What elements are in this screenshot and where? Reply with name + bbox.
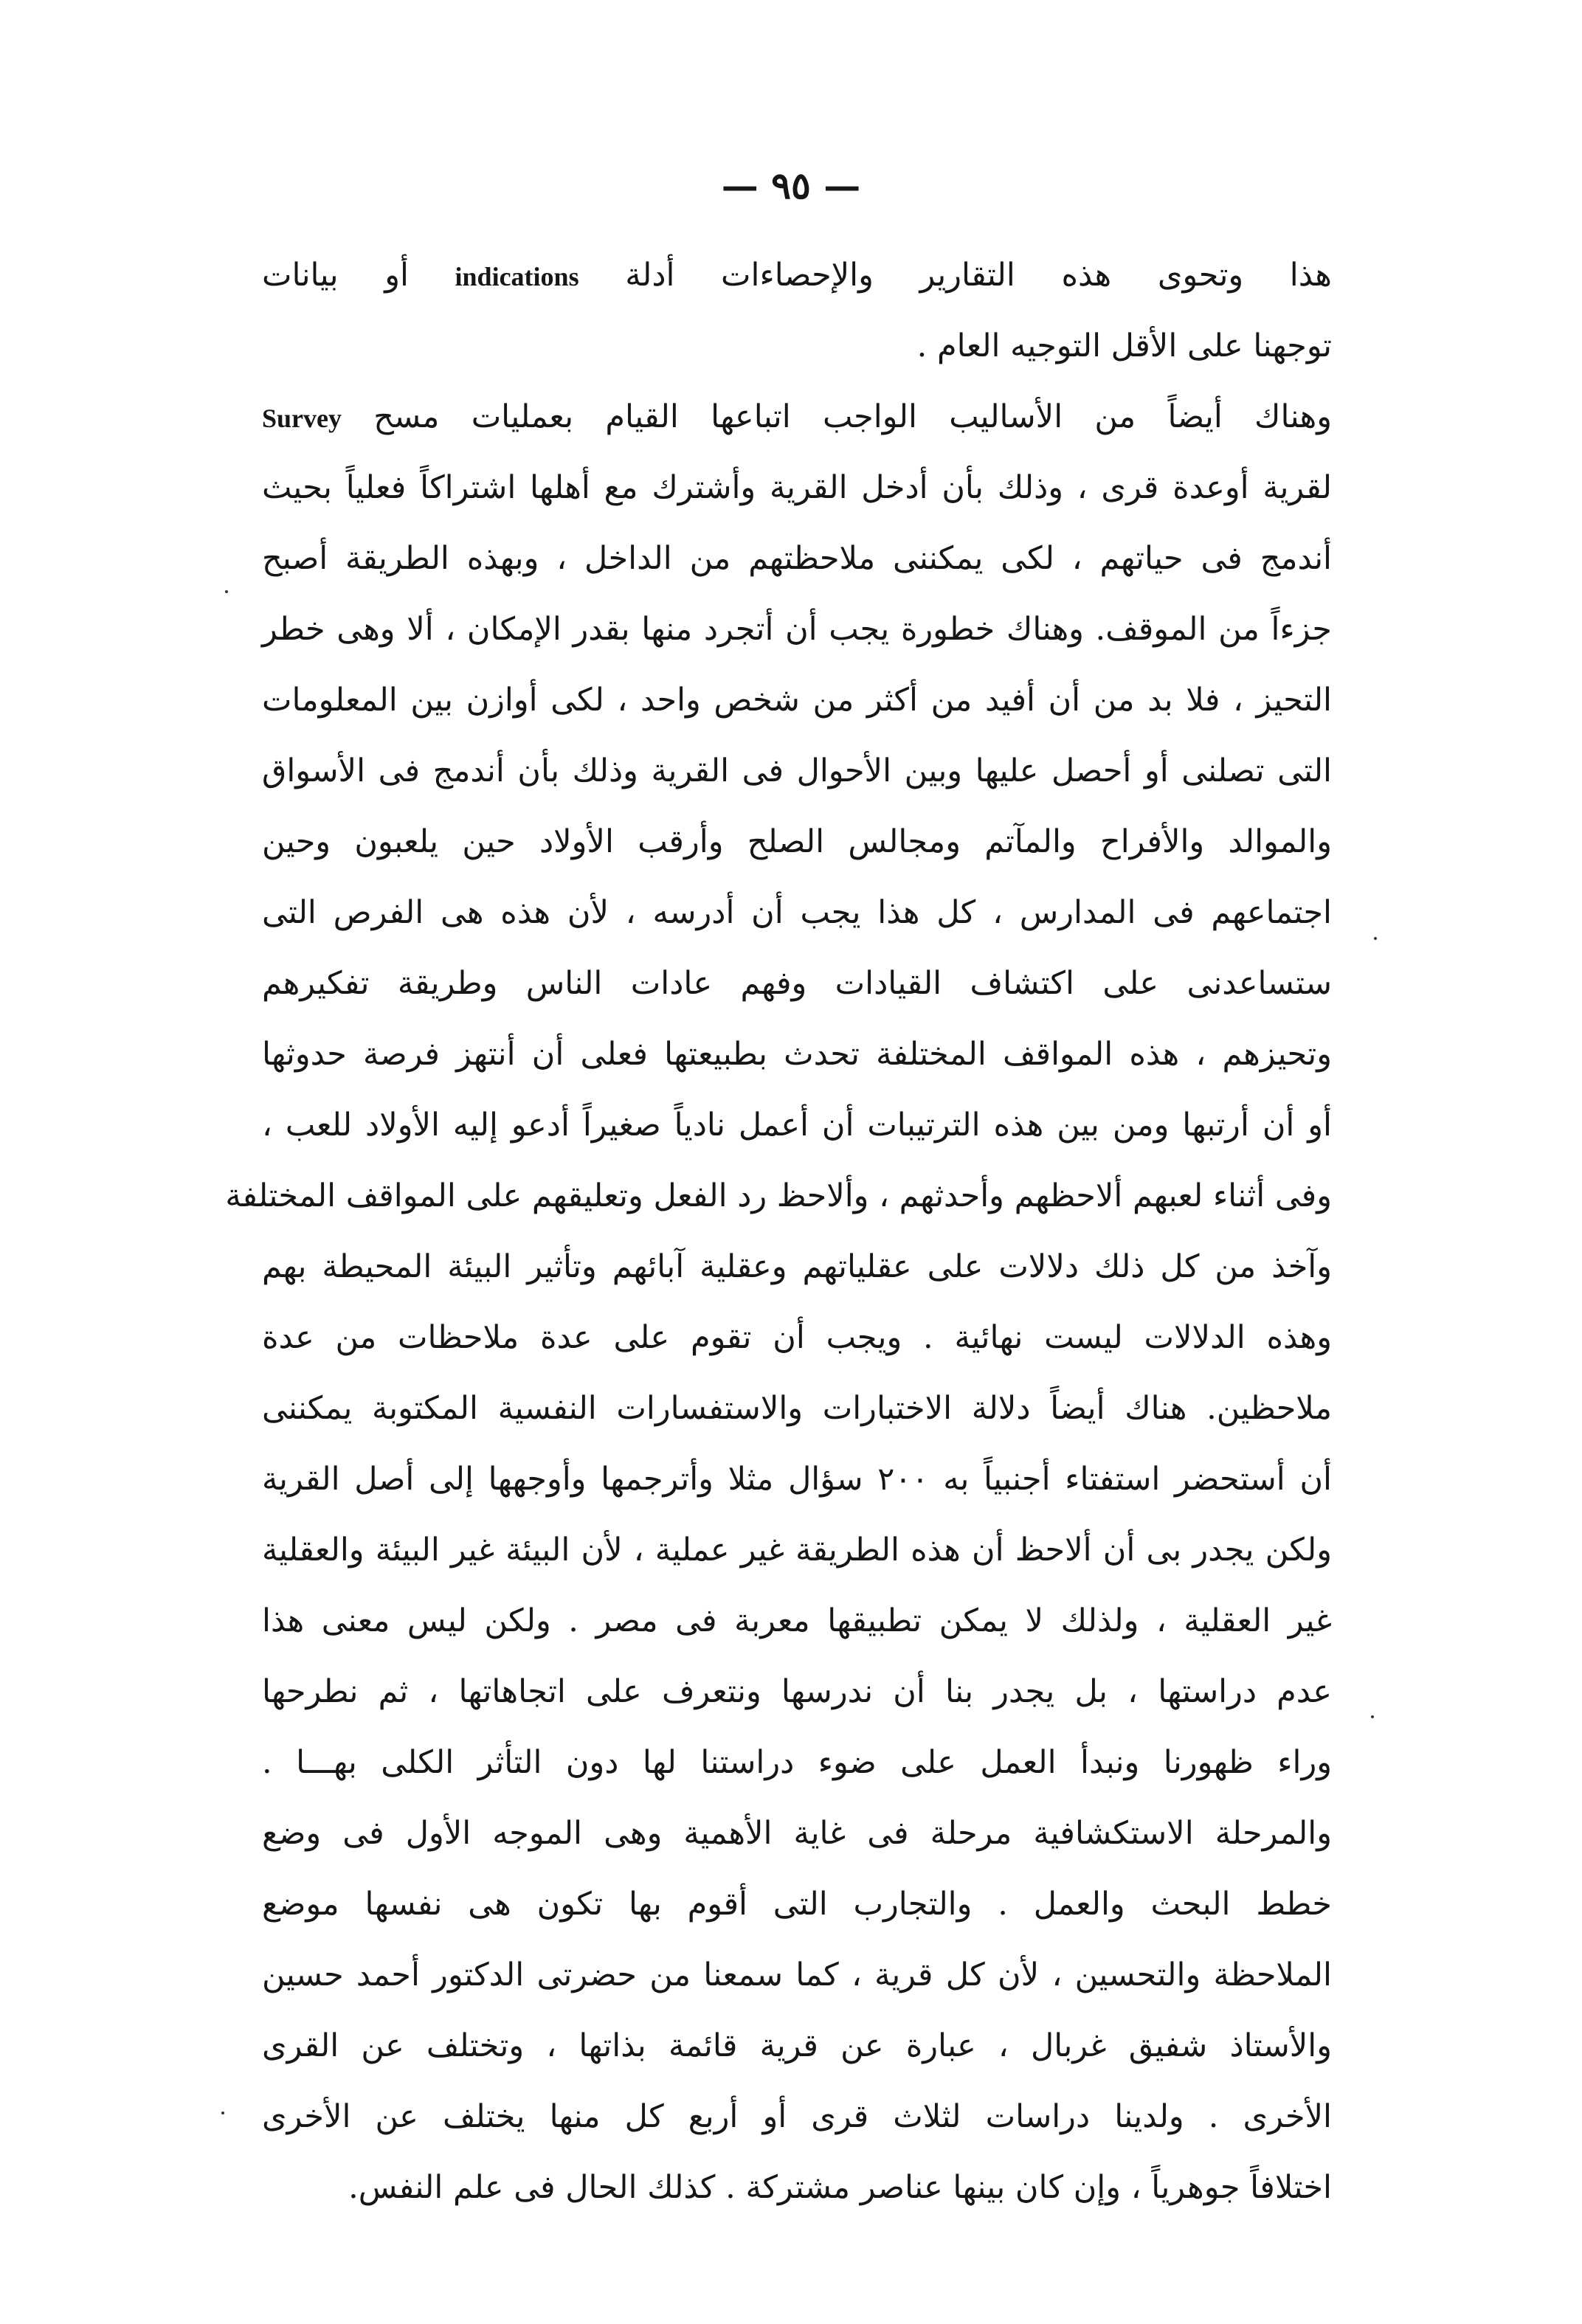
body-text (225, 240, 1332, 2223)
text-line: ولكن يجدر بى أن ألاحظ أن هذه الطريقة غير عملية ، لأن البيئة غير البيئة والعقلية (262, 1532, 1332, 1569)
text-line: وهذه الدلالات ليست نهائية . ويجب أن تقوم على عدة ملاحظات من عدة (262, 1319, 1332, 1356)
text-line: الأخرى . ولدينا دراسات لثلاث قرى أو أربع كل منها يختلف عن الأخرى (262, 2098, 1332, 2135)
text-line: أن أستحضر استفتاء أجنبياً به ٢٠٠ سؤال مثلا وأترجمها وأوجهها إلى أصل القرية (262, 1461, 1332, 1498)
text-line: أو أن أرتبها ومن بين هذه الترتيبات أن أعمل نادياً صغيراً أدعو إليه الأولاد للعب ، (262, 1107, 1332, 1144)
text-line: خطط البحث والعمل . والتجارب التى أقوم بها تكون هى نفسها موضع (262, 1886, 1332, 1923)
margin-speck (1374, 937, 1377, 940)
text-line: التى تصلنى أو أحصل عليها وبين الأحوال فى القرية وذلك بأن أندمج فى الأسواق (262, 753, 1332, 789)
text-line: وتحيزهم ، هذه المواقف المختلفة تحدث بطبيعتها فعلى أن أنتهز فرصة حدوثها (262, 1036, 1332, 1073)
text-line: اجتماعهم فى المدارس ، كل هذا يجب أن أدرسه ، لأن هذه هى الفرص التى (262, 894, 1332, 931)
text-segment: وهناك أيضاً من الأساليب الواجب اتباعها القيام بعمليات مسح (373, 398, 1332, 435)
text-line: عدم دراستها ، بل يجدر بنا أن ندرسها ونتعرف على اتجاهاتها ، ثم نطرحها (262, 1673, 1332, 1710)
text-line: وآخذ من كل ذلك دلالات على عقلياتهم وعقلية آبائهم وتأثير البيئة المحيطة بهم (262, 1248, 1332, 1285)
page-number: — ٩٥ — (721, 164, 861, 207)
text-line: الملاحظة والتحسين ، لأن كل قرية ، كما سمعنا من حضرتى الدكتور أحمد حسين (262, 1957, 1332, 1993)
text-line (262, 381, 1332, 452)
margin-speck (225, 590, 228, 593)
text-line: ستساعدنى على اكتشاف القيادات وفهم عادات الناس وطريقة تفكيرهم (262, 965, 1332, 1002)
text-line: لقرية أوعدة قرى ، وذلك بأن أدخل القرية وأشترك مع أهلها اشتراكاً فعلياً بحيث (262, 469, 1332, 506)
text-line: توجهنا على الأقل التوجيه العام . (916, 328, 1332, 364)
text-line: جزءاً من الموقف. وهناك خطورة يجب أن أتجرد منها بقدر الإمكان ، ألا وهى خطر (262, 611, 1332, 648)
text-line: وراء ظهورنا ونبدأ العمل على ضوء دراستنا لها دون التأثر الكلى بهـــا . (262, 1744, 1332, 1781)
margin-speck (1371, 1715, 1374, 1718)
text-line: والأستاذ شفيق غربال ، عبارة عن قرية قائمة بذاتها ، وتختلف عن القرى (262, 2027, 1332, 2064)
latin-term: indications (455, 262, 579, 291)
latin-term: Survey (262, 404, 342, 433)
text-line: التحيز ، فلا بد من أن أفيد من أكثر من شخص واحد ، لكى أوازن بين المعلومات (262, 682, 1332, 719)
text-line: والمرحلة الاستكشافية مرحلة فى غاية الأهمية وهى الموجه الأول فى وضع (262, 1815, 1332, 1852)
text-line: والموالد والأفراح والمآتم ومجالس الصلح وأرقب الأولاد حين يلعبون وحين (262, 823, 1332, 860)
text-segment: أو بيانات (262, 257, 409, 294)
text-line: ملاحظين. هناك أيضاً دلالة الاختبارات والاستفسارات النفسية المكتوبة يمكننى (262, 1390, 1332, 1427)
text-line (262, 240, 1332, 311)
text-line: غير العقلية ، ولذلك لا يمكن تطبيقها معربة فى مصر . ولكن ليس معنى هذا (262, 1602, 1332, 1639)
text-line: وفى أثناء لعبهم ألاحظهم وأحدثهم ، وألاحظ رد الفعل وتعليقهم على المواقف المختلفة (225, 1177, 1332, 1214)
margin-speck (221, 2112, 224, 2114)
text-line: اختلافاً جوهرياً ، وإن كان بينها عناصر مشتركة . كذلك الحال فى علم النفس. (348, 2169, 1332, 2206)
text-segment: هذا وتحوى هذه التقارير والإحصاءات أدلة (625, 257, 1332, 294)
text-line: أندمج فى حياتهم ، لكى يمكننى ملاحظتهم من الداخل ، وبهذه الطريقة أصبح (262, 540, 1332, 577)
